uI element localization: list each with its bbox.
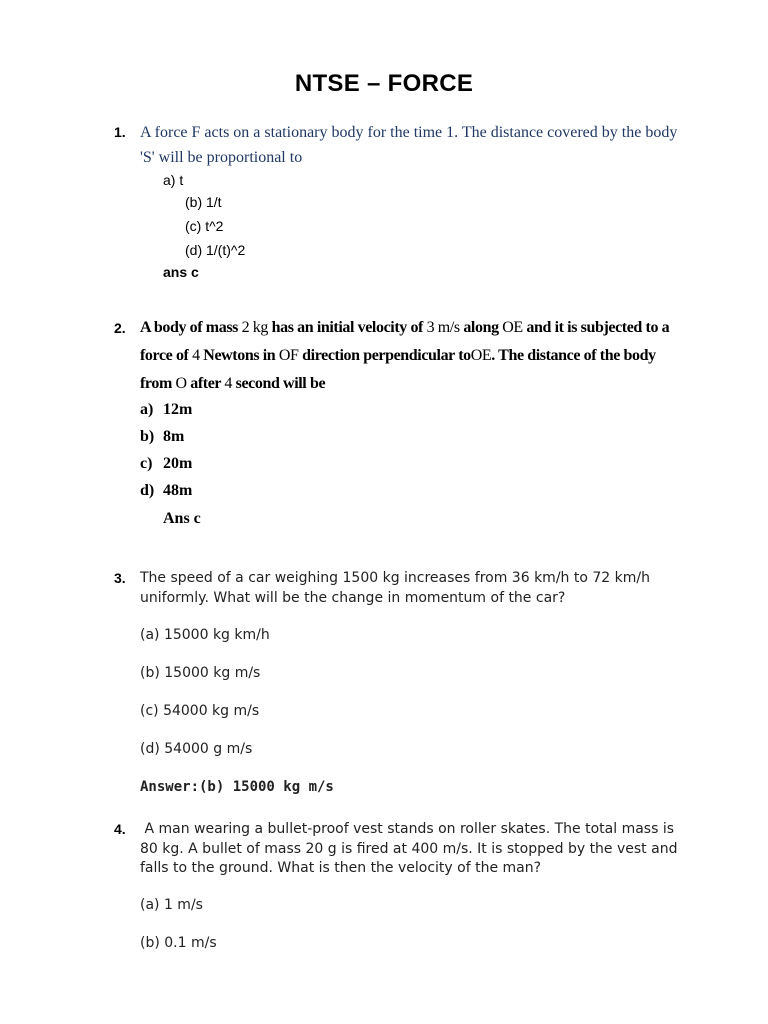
question-2-option-b: b) 8m xyxy=(140,428,185,445)
question-1-text: A force F acts on a stationary body for the time 1. The distance covered by the body 'S' will be proportional to xyxy=(140,124,678,166)
question-2-text: A body of mass 2 kg has an initial velocity of 3 m/s along OE and it is subjected to a force of 4 Newtons in OF direction perpendicular toOE. The distance of the body from O after 4 second will be xyxy=(140,319,670,392)
question-3-option-a: (a) 15000 kg km/h xyxy=(140,627,270,643)
question-1-option-d: (d) 1/(t)^2 xyxy=(185,242,246,258)
question-2-option-d: d) 48m xyxy=(140,482,193,499)
question-2-answer: Ans c xyxy=(163,510,201,527)
question-2-option-a: a) 12m xyxy=(140,401,193,418)
question-4-number: 4. xyxy=(114,821,126,837)
question-1-answer: ans c xyxy=(163,264,199,280)
question-3-option-b: (b) 15000 kg m/s xyxy=(140,665,261,681)
question-1-option-c: (c) t^2 xyxy=(185,218,224,234)
question-4-option-a: (a) 1 m/s xyxy=(140,897,203,913)
question-2-number: 2. xyxy=(114,320,126,336)
question-3-number: 3. xyxy=(114,570,126,586)
question-4-option-b: (b) 0.1 m/s xyxy=(140,935,217,951)
question-1-option-b: (b) 1/t xyxy=(185,194,222,210)
question-3-option-d: (d) 54000 g m/s xyxy=(140,741,253,757)
question-3-option-c: (c) 54000 kg m/s xyxy=(140,703,260,719)
question-1-number: 1. xyxy=(114,124,126,140)
question-4-text: A man wearing a bullet-proof vest stands on roller skates. The total mass is 80 kg. A bullet of mass 20 g is fired at 400 m/s. It is stopped by the vest and falls to the ground. What is then the velocity of the man? xyxy=(140,821,682,876)
question-1-option-a: a) t xyxy=(163,172,184,188)
question-3-answer: Answer:(b) 15000 kg m/s xyxy=(140,779,334,795)
question-3-text: The speed of a car weighing 1500 kg increases from 36 km/h to 72 km/h uniformly. What will be the change in momentum of the car? xyxy=(140,570,650,606)
page-title: NTSE – FORCE xyxy=(294,70,474,97)
question-2-option-c: c) 20m xyxy=(140,455,193,472)
